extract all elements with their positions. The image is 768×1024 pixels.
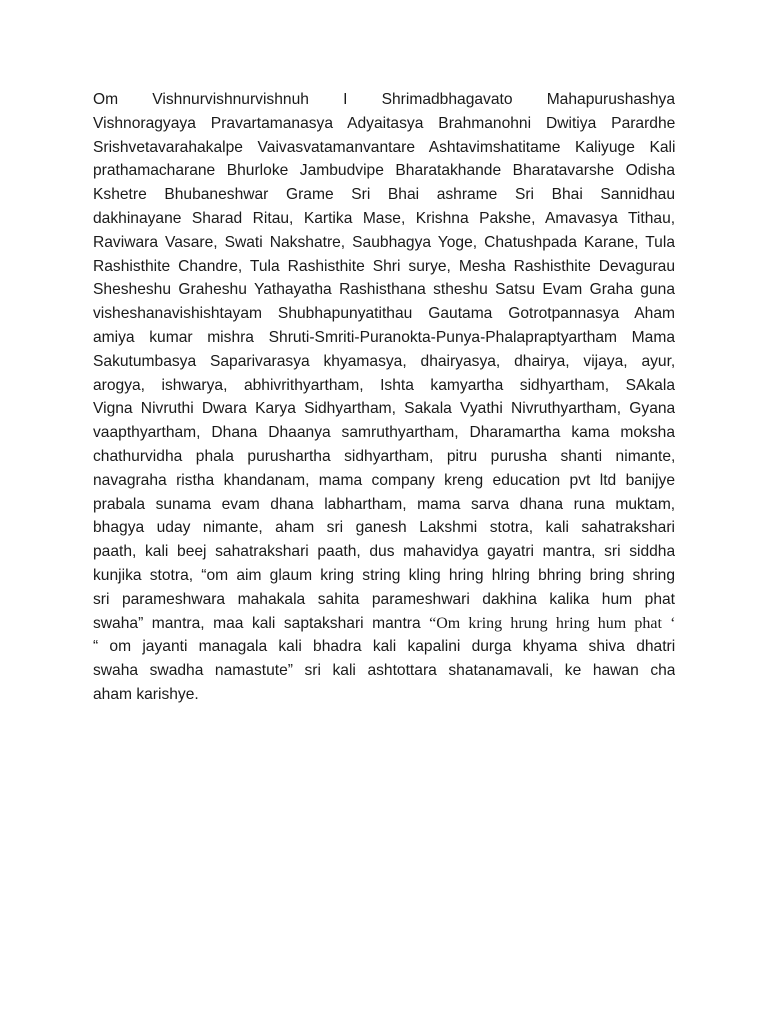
paragraph-line-22: sri parameshwara mahakala sahita parameshwari dakhina kalika hum phat xyxy=(93,590,675,608)
paragraph-line-5: Kshetre Bhubaneshwar Grame Sri Bhai ashrame Sri Bhai Sannidhau xyxy=(93,186,675,204)
paragraph-line-1: Om Vishnurvishnurvishnuh I Shrimadbhagavato Mahapurushashya xyxy=(93,91,675,108)
paragraph-line-25: swaha swadha namastute” sri kali ashtottara shatanamavali, ke hawan cha xyxy=(93,662,675,680)
paragraph-line-3: Srishvetavarahakalpe Vaivasvatamanvantare Ashtavimshatitame Kaliyuge Kali xyxy=(93,138,675,156)
paragraph-line-19: bhagya uday nimante, aham sri ganesh Lakshmi stotra, kali sahatrakshari xyxy=(93,519,675,537)
paragraph-line-18: prabala sunama evam dhana labhartham, mama sarva dhana runa muktam, xyxy=(93,495,675,513)
paragraph-line-8: Rashisthite Chandre, Tula Rashisthite Shri surye, Mesha Rashisthite Devagurau xyxy=(93,257,675,275)
paragraph-line-12: Sakutumbasya Saparivarasya khyamasya, dhairyasya, dhairya, vijaya, ayur, xyxy=(93,352,675,370)
paragraph-line-21: kunjika stotra, “om aim glaum kring string kling hring hlring bhring bring shring xyxy=(93,566,675,584)
paragraph-line-11: amiya kumar mishra Shruti-Smriti-Puranokta-Punya-Phalapraptyartham Mama xyxy=(93,328,675,346)
paragraph-line-14: Vigna Nivruthi Dwara Karya Sidhyartham, Sakala Vyathi Nivruthyartham, Gyana xyxy=(93,400,675,418)
paragraph-line-17: navagraha ristha khandanam, mama company kreng education pvt ltd banijye xyxy=(93,471,675,489)
paragraph-line-15: vaapthyartham, Dhana Dhaanya samruthyartham, Dharamartha kama moksha xyxy=(93,424,675,442)
paragraph-line-7: Raviwara Vasare, Swati Nakshatre, Saubhagya Yoge, Chatushpada Karane, Tula xyxy=(93,233,675,251)
paragraph-line-13: arogya, ishwarya, abhivrithyartham, Ishta kamyartha sidhyartham, SAkala xyxy=(93,376,675,394)
paragraph-line-2: Vishnoragyaya Pravartamanasya Adyaitasya Brahmanohni Dwitiya Parardhe xyxy=(93,114,675,132)
paragraph-line-23-text: swaha” mantra, maa kali saptakshari mantra xyxy=(93,614,430,632)
paragraph-line-26: aham karishye. xyxy=(93,685,199,703)
paragraph-line-4: prathamacharane Bhurloke Jambudvipe Bharatakhande Bharatavarshe Odisha xyxy=(93,162,675,180)
saptakshari-mantra-quote: “Om kring hrung hring hum phat ‘ xyxy=(429,614,675,632)
paragraph-line-16: chathurvidha phala purushartha sidhyartham, pitru purusha shanti nimante, xyxy=(93,447,675,465)
paragraph-line-23 xyxy=(93,612,675,636)
paragraph-line-10: visheshanavishishtayam Shubhapunyatithau Gautama Gotrotpannasya Aham xyxy=(93,305,675,323)
paragraph-line-24: “ om jayanti managala kali bhadra kali kapalini durga khyama shiva dhatri xyxy=(93,638,675,656)
paragraph-line-9: Shesheshu Graheshu Yathayatha Rashisthana stheshu Satsu Evam Graha guna xyxy=(93,281,675,299)
paragraph-line-20: paath, kali beej sahatrakshari paath, dus mahavidya gayatri mantra, sri siddha xyxy=(93,543,675,561)
paragraph-line-6: dakhinayane Sharad Ritau, Kartika Mase, Krishna Pakshe, Amavasya Tithau, xyxy=(93,209,675,227)
sankalpa-paragraph xyxy=(93,88,675,707)
